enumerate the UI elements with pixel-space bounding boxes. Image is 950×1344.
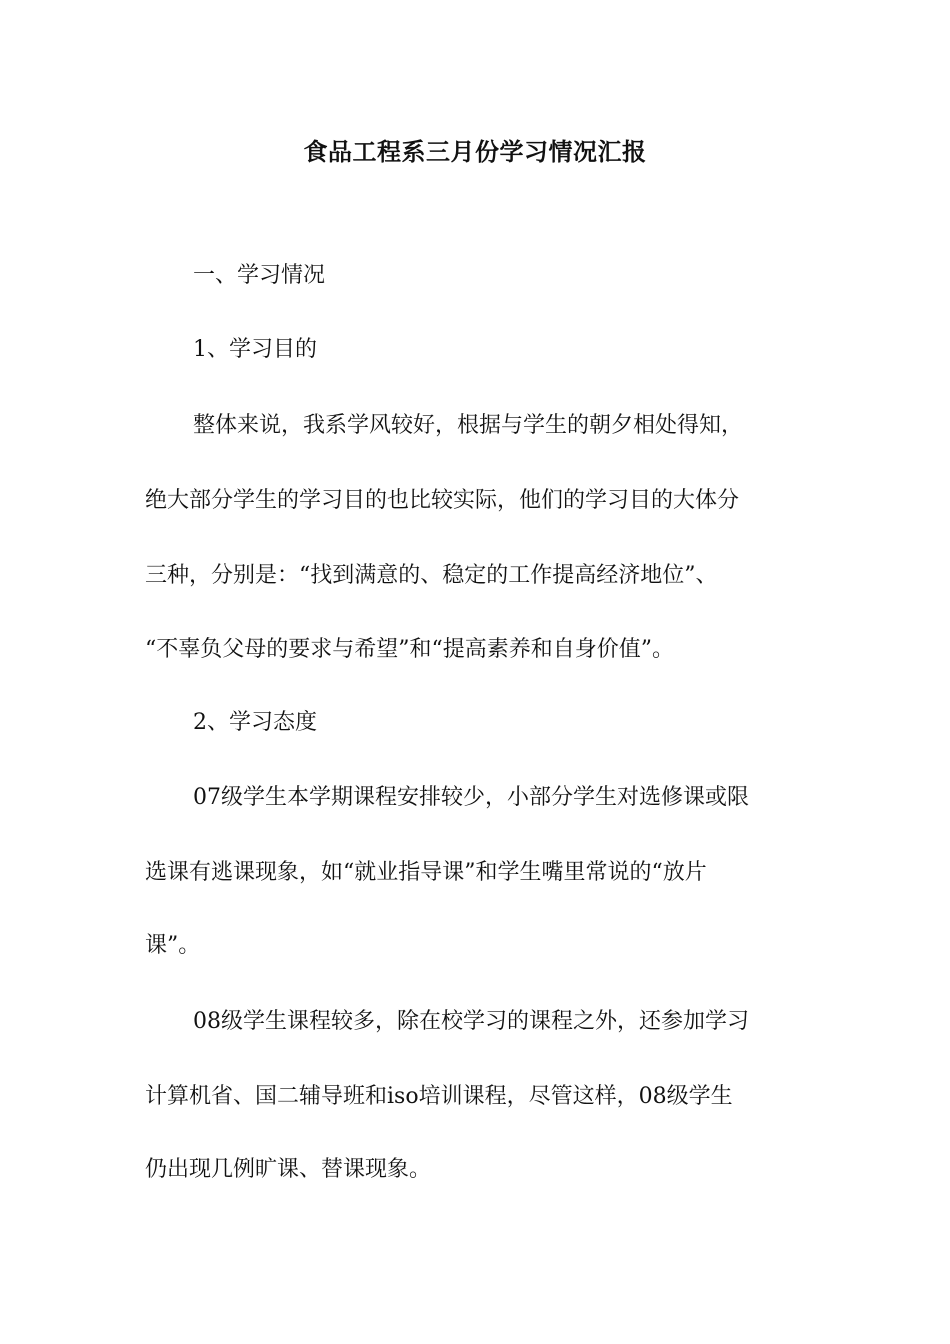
paragraph-line: 08级学生课程较多，除在校学习的课程之外，还参加学习 — [193, 1009, 749, 1034]
paragraph-line: 07级学生本学期课程安排较少，小部分学生对选修课或限 — [193, 785, 749, 810]
paragraph-line: 整体来说，我系学风较好，根据与学生的朝夕相处得知， — [193, 413, 744, 438]
section-heading-study-situation: 一、学习情况 — [193, 263, 326, 288]
paragraph-line: 仍出现几例旷课、替课现象。 — [145, 1157, 432, 1182]
paragraph-line: “不辜负父母的要求与希望”和“提高素养和自身价值”。 — [145, 637, 674, 662]
paragraph-line: 绝大部分学生的学习目的也比较实际，他们的学习目的大体分 — [145, 488, 740, 513]
paragraph-line: 课”。 — [145, 933, 201, 958]
document-title: 食品工程系三月份学习情况汇报 — [303, 137, 647, 166]
paragraph-line: 选课有逃课现象，如“就业指导课”和学生嘴里常说的“放片 — [145, 860, 707, 885]
subsection-heading-study-attitude: 2、学习态度 — [193, 710, 317, 735]
paragraph-line: 计算机省、国二辅导班和iso培训课程，尽管这样，08级学生 — [145, 1084, 733, 1109]
subsection-heading-study-purpose: 1、学习目的 — [193, 337, 317, 362]
paragraph-line: 三种，分别是：“找到满意的、稳定的工作提高经济地位”、 — [145, 563, 718, 588]
